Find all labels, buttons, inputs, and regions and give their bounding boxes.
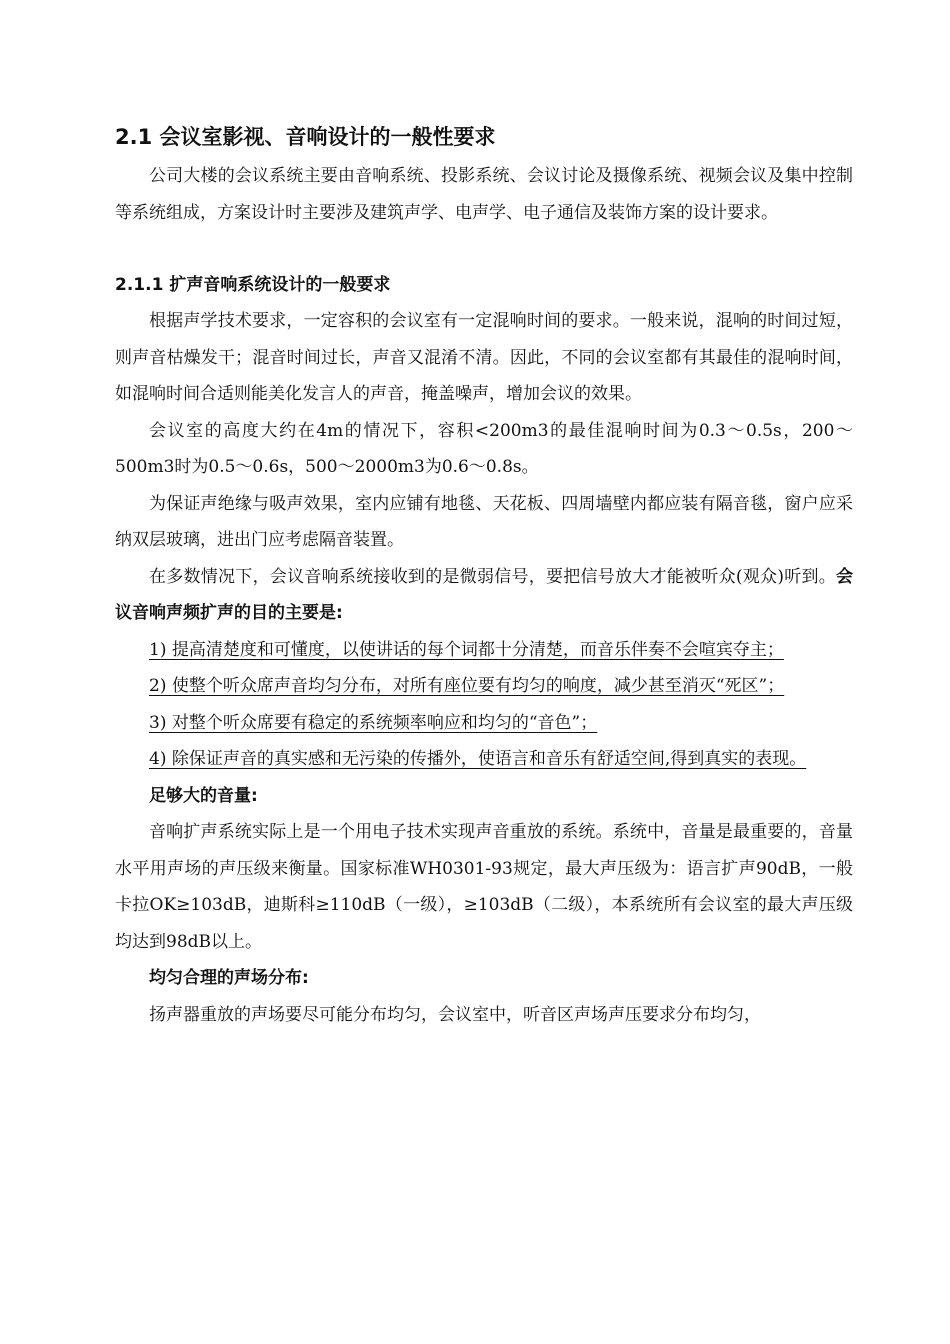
section-title: 2.1 会议室影视、音响设计的一般性要求	[115, 125, 496, 149]
paragraph-sound-insulation: 为保证声绝缘与吸声效果，室内应铺有地毯、天花板、四周墙壁内都应装有隔音毯，窗户应采纳双层玻璃，进出门应考虑隔音装置。	[115, 493, 853, 550]
paragraph-sound-field: 扬声器重放的声场要尽可能分布均匀，会议室中，听音区声场声压要求分布均匀，	[149, 1004, 761, 1025]
subsection-title: 2.1.1 扩声音响系统设计的一般要求	[115, 275, 391, 295]
paragraph-amplification	[115, 559, 853, 632]
heading-sound-field: 均匀合理的声场分布:	[149, 968, 309, 988]
page-content	[115, 122, 853, 1033]
paragraph-room-volume: 会议室的高度大约在4m的情况下，容积<200m3的最佳混响时间为0.3～0.5s，200～500m3时为0.5～0.6s，500～2000m3为0.6～0.8s。	[115, 420, 853, 477]
paragraph-volume: 音响扩声系统实际上是一个用电子技术实现声音重放的系统。系统中，音量是最重要的，音量水平用声场的声压级来衡量。国家标准WH0301-93规定，最大声压级为：语言扩声90dB，一般卡拉OK≥103dB，迪斯科≥110dB（一级），≥103dB（二级），本系统所有会议室的最大声压级均达到98dB以上。	[115, 822, 853, 952]
goal-item-1: 1) 提高清楚度和可懂度，以使讲话的每个词都十分清楚，而音乐伴奏不会喧宾夺主；	[149, 639, 784, 660]
amplification-text: 在多数情况下，会议音响系统接收到的是微弱信号，要把信号放大才能被听众(观众)听到。	[149, 566, 836, 587]
goal-item-4: 4) 除保证声音的真实感和无污染的传播外，使语言和音乐有舒适空间,得到真实的表现。	[149, 749, 807, 769]
paragraph-reverberation: 根据声学技术要求，一定容积的会议室有一定混响时间的要求。一般来说，混响的时间过短，则声音枯燥发干；混音时间过长，声音又混淆不清。因此，不同的会议室都有其最佳的混响时间，如混响时间合适则能美化发言人的声音，掩盖噪声，增加会议的效果。	[115, 311, 853, 404]
amplification-goal-heading: 会议音响声频扩声的目的主要是:	[115, 566, 853, 623]
goal-item-3: 3) 对整个听众席要有稳定的系统频率响应和均匀的“音色”；	[149, 712, 598, 733]
heading-volume: 足够大的音量:	[149, 785, 258, 806]
section-intro: 公司大楼的会议系统主要由音响系统、投影系统、会议讨论及摄像系统、视频会议及集中控制等系统组成，方案设计时主要涉及建筑声学、电声学、电子通信及装饰方案的设计要求。	[115, 166, 853, 223]
goal-item-2: 2) 使整个听众席声音均匀分布，对所有座位要有均匀的响度，减少甚至消灭“死区”；	[149, 676, 785, 696]
